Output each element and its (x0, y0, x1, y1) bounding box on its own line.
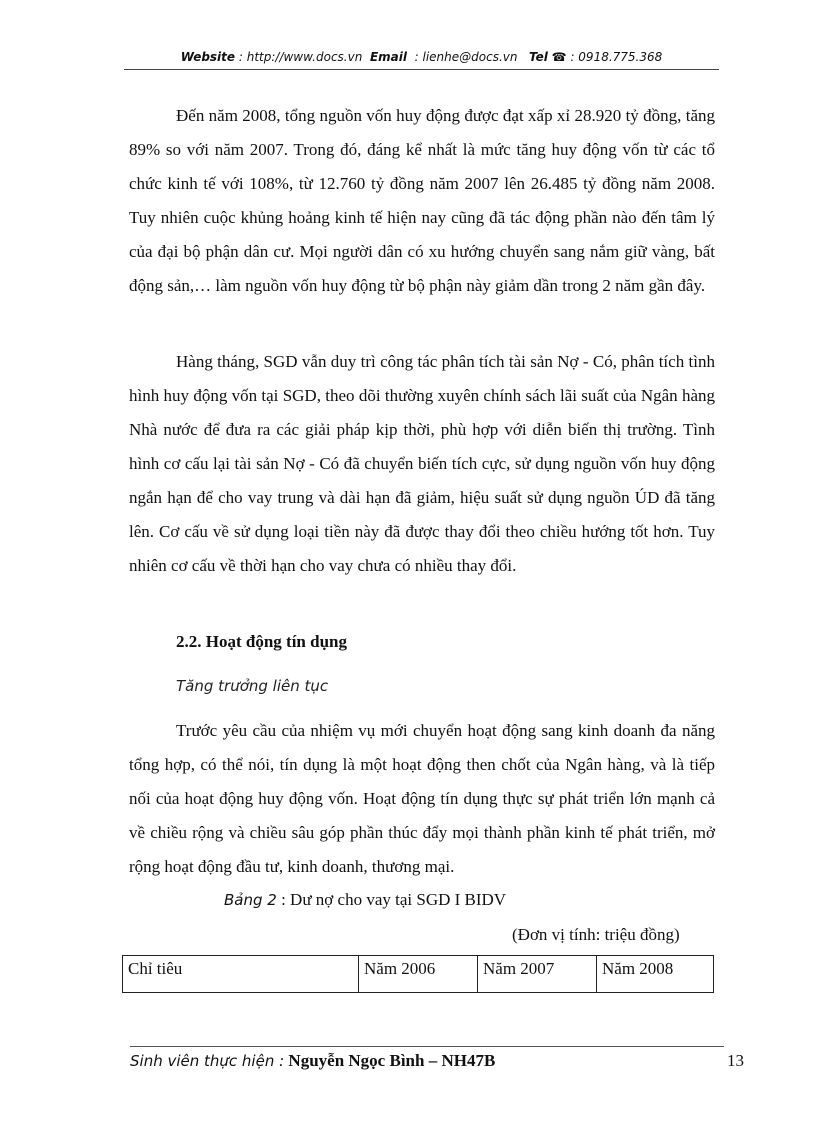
paragraph-capital-mobilization-2008: Đến năm 2008, tổng nguồn vốn huy động được đạt xấp xỉ 28.920 tỷ đồng, tăng 89% so với năm 2007. Trong đó, đáng kể nhất là mức tăng huy động vốn từ các tổ chức kinh tế với 108%, từ 12.760 tỷ đồng năm 2007 lên 26.485 tỷ đồng năm 2008. Tuy nhiên cuộc khủng hoảng kinh tế hiện nay cũng đã tác động phần nào đến tâm lý của đại bộ phận dân cư. Mọi người dân có xu hướng chuyển sang nắm giữ vàng, bất động sản,… làm nguồn vốn huy động từ bộ phận này giảm dần trong 2 năm gần đây. (129, 106, 715, 295)
section-heading: 2.2. Hoạt động tín dụng (176, 632, 347, 651)
website-value: : http://www.docs.vn (238, 50, 363, 64)
tel-value: : 0918.775.368 (570, 50, 663, 64)
table-header-row (123, 956, 714, 993)
table-caption-text: : Dư nợ cho vay tại SGD I BIDV (276, 890, 507, 909)
paragraph-asset-analysis: Hàng tháng, SGD vẫn duy trì công tác phân tích tài sản Nợ - Có, phân tích tình hình huy động vốn tại SGD, theo dõi thường xuyên chính sách lãi suất của Ngân hàng Nhà nước để đưa ra các giải pháp kịp thời, phù hợp với diễn biến thị trường. Tình hình cơ cấu lại tài sản Nợ - Có đã chuyển biến tích cực, sử dụng nguồn vốn huy động ngắn hạn để cho vay trung và dài hạn đã giảm, hiệu suất sử dụng nguồn ÚD đã tăng lên. Cơ cấu về sử dụng loại tiền này đã được thay đổi theo chiều hướng tốt hơn. Tuy nhiên cơ cấu về thời hạn cho vay chưa có nhiều thay đổi. (129, 352, 715, 575)
footer-divider (130, 1046, 724, 1047)
table-caption (224, 890, 506, 910)
footer-author (130, 1051, 495, 1071)
page-header (124, 50, 719, 70)
table-header-cell: Năm 2008 (597, 956, 714, 993)
email-label: Email (369, 50, 407, 64)
email-value: : lienhe@docs.vn (414, 50, 518, 64)
table-header-cell: Chỉ tiêu (123, 956, 359, 993)
unit-note: (Đơn vị tính: triệu đồng) (512, 925, 680, 944)
footer-author-name: Nguyễn Ngọc Bình – NH47B (284, 1051, 496, 1070)
loan-balance-table (122, 955, 714, 993)
page-number: 13 (727, 1051, 744, 1070)
phone-icon: ☎ (551, 50, 567, 64)
footer-label: Sinh viên thực hiện : (130, 1052, 285, 1070)
website-label: Website (180, 50, 236, 64)
table-caption-label: Bảng 2 (224, 891, 277, 909)
sub-heading: Tăng trưởng liên tục (176, 677, 329, 695)
paragraph-credit-activity: Trước yêu cầu của nhiệm vụ mới chuyển hoạt động sang kinh doanh đa năng tổng hợp, có thể nói, tín dụng là một hoạt động then chốt của Ngân hàng, và là tiếp nối của hoạt động huy động vốn. Hoạt động tín dụng thực sự phát triển lớn mạnh cả về chiều rộng và chiều sâu góp phần thúc đẩy mọi thành phần kinh tế phát triển, mở rộng hoạt động đầu tư, kinh doanh, thương mại. (129, 721, 715, 876)
table-header-cell: Năm 2007 (478, 956, 597, 993)
tel-label: Tel (528, 50, 548, 64)
table-header-cell: Năm 2006 (359, 956, 478, 993)
